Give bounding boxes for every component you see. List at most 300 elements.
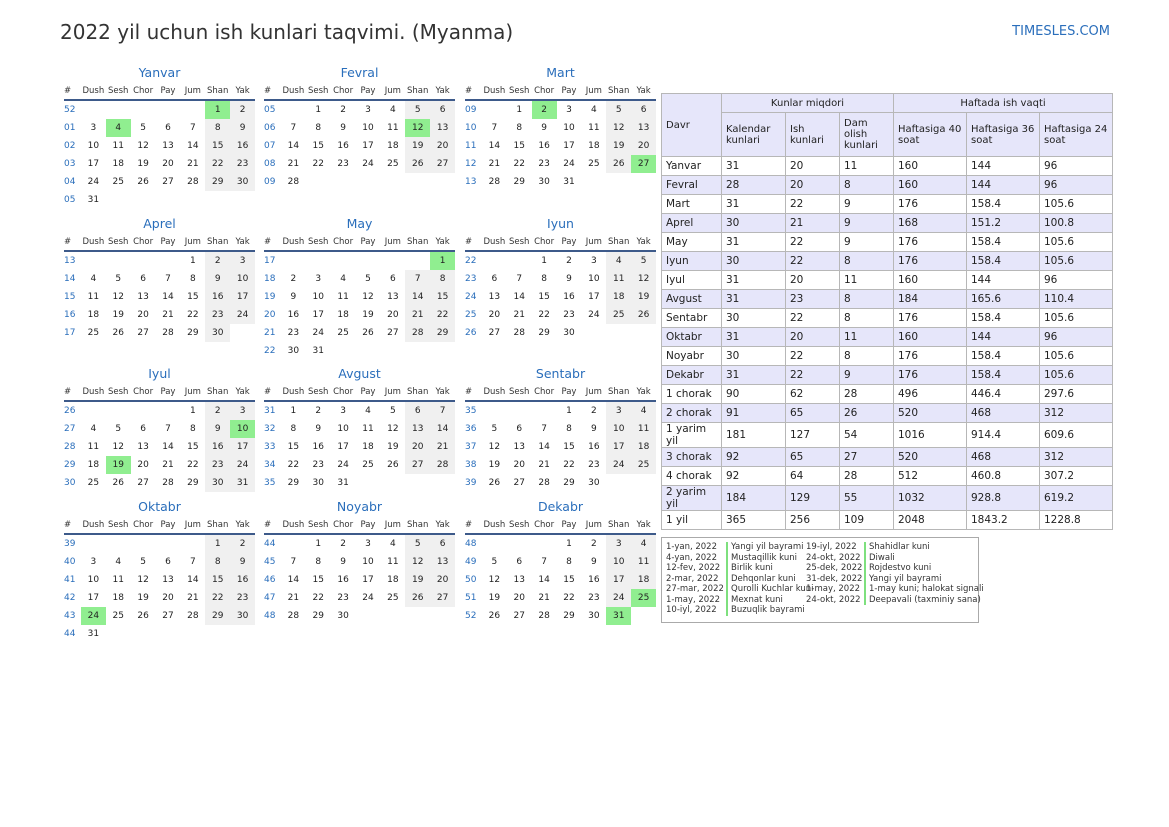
weekday-label: Dush [483, 85, 506, 96]
day-cell: 6 [516, 557, 523, 567]
period-label: Aprel [662, 214, 722, 233]
day-cell: 7 [189, 557, 196, 567]
weekday-label: Jum [384, 519, 401, 530]
day-cell: 16 [287, 310, 300, 320]
day-cell: 9 [315, 424, 322, 434]
week-number: 13 [64, 256, 76, 266]
weekend-day-cell: 23 [205, 306, 230, 324]
day-cell: 25 [112, 611, 124, 621]
day-cell: 23 [588, 460, 600, 470]
day-cell: 23 [563, 310, 575, 320]
weekend-day-cell: 24 [230, 306, 255, 324]
stat-value: 96 [1040, 271, 1113, 290]
week-number: 32 [264, 424, 276, 434]
day-cell: 30 [588, 478, 600, 488]
day-cell: 15 [513, 141, 525, 151]
stat-value: 176 [894, 252, 967, 271]
month-name: Avgust [338, 366, 381, 381]
week-number: 48 [264, 611, 276, 621]
weekday-label: Jum [184, 386, 201, 397]
weekend-day-cell: 16 [205, 438, 230, 456]
day-cell: 27 [488, 328, 501, 338]
day-cell: 17 [563, 141, 575, 151]
day-cell: 21 [488, 159, 501, 169]
week-number-header: # [264, 519, 272, 530]
week-row [64, 474, 255, 492]
weekend-day-cell: 7 [405, 270, 430, 288]
holiday-date: 25-dek, 2022 [806, 563, 863, 573]
week-number: 51 [465, 593, 477, 603]
month-calendar [465, 498, 656, 625]
week-number-header: # [465, 519, 473, 530]
empty-day-cell [606, 474, 631, 492]
holiday-date: 4-yan, 2022 [666, 552, 717, 563]
day-cell: 24 [312, 328, 324, 338]
day-cell: 16 [337, 141, 349, 151]
stat-value: 105.6 [1040, 252, 1113, 271]
day-cell: 11 [588, 123, 600, 133]
weekend-day-cell: 14 [430, 420, 455, 438]
empty-day-cell [131, 191, 156, 209]
week-number: 20 [264, 310, 276, 320]
stat-value: 184 [722, 486, 786, 511]
stat-value: 184 [894, 290, 967, 309]
day-cell: 31 [563, 177, 575, 187]
empty-day-cell [306, 252, 331, 270]
day-cell: 12 [112, 292, 124, 302]
stat-value: 105.6 [1040, 347, 1113, 366]
week-number: 25 [465, 310, 477, 320]
day-cell: 22 [563, 460, 575, 470]
week-number: 46 [264, 575, 276, 585]
weekend-day-cell: 19 [405, 571, 430, 589]
weekday-label: Pay [561, 386, 577, 397]
stat-value: 609.6 [1040, 423, 1113, 448]
weekend-day-cell: 5 [405, 535, 430, 553]
holiday-entry [806, 563, 984, 574]
weekday-label: Jum [384, 386, 401, 397]
week-number: 24 [465, 292, 477, 302]
day-cell: 7 [165, 274, 171, 284]
week-row [264, 402, 455, 420]
day-cell: 16 [563, 292, 575, 302]
week-number: 38 [465, 460, 477, 470]
week-number: 28 [64, 442, 76, 452]
day-cell: 8 [315, 123, 322, 133]
hours-group-header: Haftada ish vaqti [894, 94, 1113, 113]
weekend-day-cell: 9 [205, 420, 230, 438]
stats-row [662, 511, 1113, 530]
empty-day-cell [482, 535, 507, 553]
empty-day-cell [430, 342, 455, 360]
day-cell: 6 [389, 274, 396, 284]
weekday-header [264, 383, 455, 402]
day-cell: 9 [340, 557, 346, 567]
day-cell: 5 [491, 424, 498, 434]
day-cell: 20 [137, 460, 149, 470]
empty-day-cell [281, 101, 306, 119]
day-cell: 30 [563, 328, 575, 338]
stat-value: 30 [722, 252, 786, 271]
week-row [264, 456, 455, 474]
week-number: 37 [465, 442, 477, 452]
stat-value: 1032 [894, 486, 967, 511]
month-name: Aprel [143, 216, 176, 231]
week-row [64, 288, 255, 306]
day-cell: 30 [337, 611, 349, 621]
day-cell: 11 [362, 424, 374, 434]
day-cell: 27 [137, 328, 149, 338]
weekday-label: Shan [207, 386, 229, 397]
day-cell: 18 [387, 141, 399, 151]
day-cell: 14 [162, 292, 174, 302]
stat-value: 20 [786, 271, 840, 290]
holiday-name: Deepavali (taxminiy sana) [864, 595, 981, 606]
stat-value: 64 [786, 467, 840, 486]
day-cell: 9 [290, 292, 297, 302]
day-cell: 18 [87, 460, 100, 470]
period-label: Iyun [662, 252, 722, 271]
month-calendar [465, 365, 656, 492]
holiday-name: Shahidlar kuni [864, 542, 930, 553]
stat-value: 160 [894, 176, 967, 195]
week-row [465, 438, 656, 456]
day-cell: 19 [488, 460, 501, 470]
weekend-day-cell: 17 [606, 438, 631, 456]
weekday-header [64, 516, 255, 535]
week-number: 42 [64, 593, 76, 603]
stat-value: 31 [722, 366, 786, 385]
week-row [264, 119, 455, 137]
day-cell: 20 [488, 310, 501, 320]
stats-row [662, 404, 1113, 423]
weekend-day-cell: 6 [405, 402, 430, 420]
stat-value: 20 [786, 157, 840, 176]
empty-day-cell [331, 252, 356, 270]
weekday-header [465, 82, 656, 101]
weekend-day-cell: 13 [405, 420, 430, 438]
month-name: Iyul [148, 366, 171, 381]
weekend-day-cell: 17 [606, 571, 631, 589]
period-label: May [662, 233, 722, 252]
day-cell: 29 [312, 611, 324, 621]
empty-day-cell [131, 535, 156, 553]
stats-row [662, 448, 1113, 467]
day-cell: 8 [566, 557, 572, 567]
day-cell: 11 [337, 292, 349, 302]
weekday-label: Dush [483, 519, 506, 530]
week-number: 21 [264, 328, 276, 338]
empty-day-cell [230, 625, 255, 643]
day-cell: 15 [538, 292, 550, 302]
stat-value: 9 [840, 233, 894, 252]
weekend-day-cell: 6 [631, 101, 656, 119]
holiday-day-cell: 1 [205, 101, 230, 119]
weekday-label: Dush [82, 236, 105, 247]
day-cell: 27 [387, 328, 399, 338]
day-cell: 1 [290, 406, 297, 416]
day-cell: 26 [112, 478, 124, 488]
day-cell: 3 [365, 105, 371, 115]
week-number: 23 [465, 274, 477, 284]
week-number-header: # [64, 386, 72, 397]
stat-value: 22 [786, 366, 840, 385]
stat-value: 27 [840, 448, 894, 467]
month-calendar [64, 365, 255, 492]
weekend-day-cell: 2 [205, 252, 230, 270]
day-cell: 19 [488, 593, 501, 603]
stat-value: 158.4 [967, 347, 1040, 366]
day-cell: 28 [162, 328, 174, 338]
weekday-label: Sesh [107, 519, 129, 530]
week-number: 01 [64, 123, 76, 133]
weekend-day-cell: 28 [405, 324, 430, 342]
day-cell: 17 [588, 292, 600, 302]
holiday-entry [666, 584, 814, 595]
day-cell: 28 [187, 177, 199, 187]
weekend-day-cell: 10 [606, 553, 631, 571]
empty-day-cell [106, 101, 131, 119]
week-number: 09 [264, 177, 276, 187]
stats-row [662, 252, 1113, 271]
stat-value: 468 [967, 448, 1040, 467]
weekday-label: Sesh [307, 519, 329, 530]
week-row [64, 553, 255, 571]
day-cell: 16 [538, 141, 550, 151]
week-number-header: # [465, 85, 473, 96]
stat-value: 109 [840, 511, 894, 530]
day-cell: 26 [112, 328, 124, 338]
week-row [465, 571, 656, 589]
day-cell: 11 [87, 442, 100, 452]
empty-day-cell [507, 252, 532, 270]
day-cell: 7 [165, 424, 171, 434]
weekday-label: Sesh [307, 386, 329, 397]
day-cell: 3 [365, 539, 371, 549]
week-row [264, 607, 455, 625]
weekend-day-cell: 2 [205, 402, 230, 420]
weekday-label: Yak [435, 85, 450, 96]
empty-day-cell [156, 625, 181, 643]
empty-day-cell [131, 625, 156, 643]
weekday-label: Pay [160, 85, 176, 96]
stat-value: 65 [786, 404, 840, 423]
weekday-header [465, 516, 656, 535]
stat-value: 165.6 [967, 290, 1040, 309]
weekday-label: Dush [282, 386, 305, 397]
holiday-date: 12-fev, 2022 [666, 563, 721, 573]
month-calendar [465, 215, 656, 342]
weekend-day-cell: 3 [606, 535, 631, 553]
day-cell: 26 [362, 328, 374, 338]
day-cell: 10 [362, 557, 374, 567]
day-cell: 26 [137, 177, 149, 187]
day-cell: 19 [112, 310, 124, 320]
stat-value: 23 [786, 290, 840, 309]
week-number: 13 [465, 177, 477, 187]
stat-value: 158.4 [967, 195, 1040, 214]
day-cell: 27 [513, 611, 525, 621]
day-cell: 4 [389, 539, 396, 549]
day-cell: 21 [513, 310, 525, 320]
stat-value: 176 [894, 195, 967, 214]
week-row [64, 438, 255, 456]
week-row [264, 589, 455, 607]
empty-day-cell [106, 535, 131, 553]
month-name: Yanvar [138, 65, 181, 80]
weekend-day-cell: 29 [430, 324, 455, 342]
week-row [64, 589, 255, 607]
week-row [264, 173, 455, 191]
week-number: 44 [264, 539, 276, 549]
stat-value: 8 [840, 347, 894, 366]
holiday-entry [666, 553, 814, 564]
weekday-label: Jum [184, 519, 201, 530]
weekend-day-cell: 30 [230, 607, 255, 625]
week-row [264, 571, 455, 589]
stat-value: 512 [894, 467, 967, 486]
day-cell: 21 [287, 159, 300, 169]
stat-value: 31 [722, 290, 786, 309]
stat-value: 30 [722, 309, 786, 328]
day-cell: 26 [488, 611, 501, 621]
holiday-date: 2-mar, 2022 [666, 573, 719, 584]
weekday-label: Yak [435, 236, 450, 247]
stat-value: 100.8 [1040, 214, 1113, 233]
month-calendar [264, 498, 455, 625]
week-row [64, 155, 255, 173]
day-cell: 31 [337, 478, 349, 488]
weekend-day-cell: 25 [631, 456, 656, 474]
week-row [465, 306, 656, 324]
week-row [465, 535, 656, 553]
empty-day-cell [380, 173, 405, 191]
empty-day-cell [356, 173, 381, 191]
day-cell: 20 [137, 310, 149, 320]
week-number: 16 [64, 310, 76, 320]
weekend-day-cell: 8 [205, 119, 230, 137]
empty-day-cell [482, 252, 507, 270]
weekend-day-cell: 15 [205, 137, 230, 155]
column-header: Ish kunlari [786, 113, 840, 157]
weekday-label: Chor [133, 236, 154, 247]
day-cell: 3 [90, 557, 97, 567]
day-cell: 2 [590, 406, 597, 416]
week-number: 39 [64, 539, 76, 549]
weekday-label: Yak [636, 85, 651, 96]
weekend-day-cell: 30 [230, 173, 255, 191]
empty-day-cell [482, 402, 507, 420]
day-cell: 18 [87, 310, 100, 320]
weekday-label: Chor [534, 386, 555, 397]
weekday-header [64, 233, 255, 252]
holiday-name: Mustaqillik kuni [726, 553, 797, 564]
day-cell: 7 [290, 123, 297, 133]
day-cell: 23 [538, 159, 550, 169]
period-label: 1 chorak [662, 385, 722, 404]
holiday-day-cell: 31 [606, 607, 631, 625]
day-cell: 10 [362, 123, 374, 133]
weekday-header [64, 82, 255, 101]
stats-row [662, 157, 1113, 176]
stat-value: 30 [722, 214, 786, 233]
empty-day-cell [380, 474, 405, 492]
week-row [264, 137, 455, 155]
holiday-date: 27-mar, 2022 [666, 584, 724, 594]
empty-day-cell [205, 191, 230, 209]
empty-day-cell [281, 535, 306, 553]
day-cell: 29 [563, 478, 575, 488]
day-cell: 29 [187, 328, 199, 338]
week-row [264, 342, 455, 360]
holiday-date: 31-dek, 2022 [806, 573, 863, 584]
weekend-day-cell: 24 [606, 456, 631, 474]
week-row [64, 571, 255, 589]
day-cell: 31 [87, 629, 100, 639]
period-label: 3 chorak [662, 448, 722, 467]
week-number: 09 [465, 105, 477, 115]
day-cell: 17 [362, 141, 374, 151]
weekday-label: Shan [608, 386, 630, 397]
stat-value: 1228.8 [1040, 511, 1113, 530]
weekend-day-cell: 14 [405, 288, 430, 306]
day-cell: 29 [187, 478, 199, 488]
day-cell: 1 [315, 105, 322, 115]
stat-value: 176 [894, 366, 967, 385]
stat-value: 31 [722, 328, 786, 347]
weekend-day-cell: 4 [631, 535, 656, 553]
day-cell: 4 [590, 105, 597, 115]
stat-value: 96 [1040, 328, 1113, 347]
day-cell: 28 [538, 478, 550, 488]
day-cell: 31 [312, 346, 324, 356]
week-number-header: # [465, 386, 473, 397]
empty-day-cell [430, 607, 455, 625]
stat-value: 28 [840, 467, 894, 486]
weekday-label: Jum [585, 85, 602, 96]
day-cell: 27 [162, 177, 174, 187]
empty-day-cell [156, 252, 181, 270]
stat-value: 158.4 [967, 309, 1040, 328]
stat-value: 28 [722, 176, 786, 195]
weekday-label: Shan [207, 236, 229, 247]
week-row [264, 474, 455, 492]
day-cell: 25 [112, 177, 124, 187]
holiday-entry [666, 574, 814, 585]
day-cell: 6 [516, 424, 523, 434]
day-cell: 21 [538, 460, 550, 470]
weekend-day-cell: 1 [205, 535, 230, 553]
stat-value: 9 [840, 195, 894, 214]
period-label: Dekabr [662, 366, 722, 385]
holiday-name: Buzuqlik bayrami [726, 605, 805, 616]
day-cell: 22 [538, 310, 550, 320]
weekend-day-cell: 3 [606, 402, 631, 420]
stat-value: 307.2 [1040, 467, 1113, 486]
site-link[interactable]: TIMESLES.COM [1012, 24, 1110, 39]
weekend-day-cell: 29 [205, 607, 230, 625]
stat-value: 144 [967, 271, 1040, 290]
weekday-label: Sesh [307, 85, 329, 96]
stat-value: 8 [840, 290, 894, 309]
day-cell: 5 [115, 274, 122, 284]
weekend-day-cell: 17 [230, 438, 255, 456]
weekday-label: Yak [636, 236, 651, 247]
weekday-label: Dush [82, 519, 105, 530]
day-cell: 31 [87, 195, 100, 205]
stat-value: 11 [840, 157, 894, 176]
day-cell: 15 [563, 442, 575, 452]
